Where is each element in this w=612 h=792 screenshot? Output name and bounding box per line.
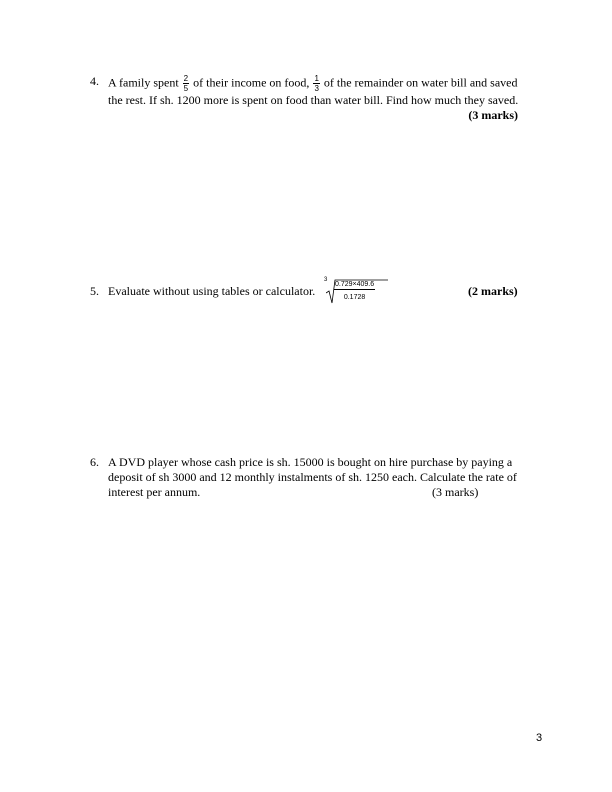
cube-root-expression — [324, 277, 394, 307]
question-4 — [90, 74, 530, 123]
question-5-number: 5. — [90, 284, 99, 298]
question-5-body — [108, 284, 530, 299]
question-4-text-part1: A family spent — [108, 75, 179, 90]
question-6 — [90, 455, 530, 500]
question-6-text: A DVD player whose cash price is sh. 15000 is bought on hire purchase by paying a deposit of sh 3000 and 12 monthly instalments of sh. 1250 each. Calculate the rate of interest per annum. — [108, 455, 517, 499]
page-number: 3 — [536, 732, 543, 744]
root-index: 3 — [324, 277, 328, 283]
question-4-text-part3: of the remainder on water bill and saved the rest. If sh. 1200 more is spent on food than water bill. Find how much they saved. — [108, 75, 519, 107]
root-numerator: 0.729×409.6 — [335, 281, 375, 288]
question-4-text-part2: of their income on food, — [193, 75, 310, 90]
question-5-marks: (2 marks) — [468, 284, 518, 298]
root-fraction — [334, 280, 375, 302]
question-4-number: 4. — [90, 74, 99, 88]
question-4-body — [108, 74, 530, 123]
question-4-marks: (3 marks) — [468, 108, 518, 122]
question-5 — [90, 284, 530, 299]
question-6-number: 6. — [90, 455, 99, 469]
question-6-marks: (3 marks) — [432, 485, 479, 499]
question-5-text: Evaluate without using tables or calculator. — [108, 284, 316, 298]
fraction-two-fifths: $\frac{2}{5}$ — [183, 74, 189, 93]
root-denominator: 0.1728 — [343, 294, 366, 301]
fraction-one-third: $\frac{1}{3}$ — [314, 74, 319, 93]
